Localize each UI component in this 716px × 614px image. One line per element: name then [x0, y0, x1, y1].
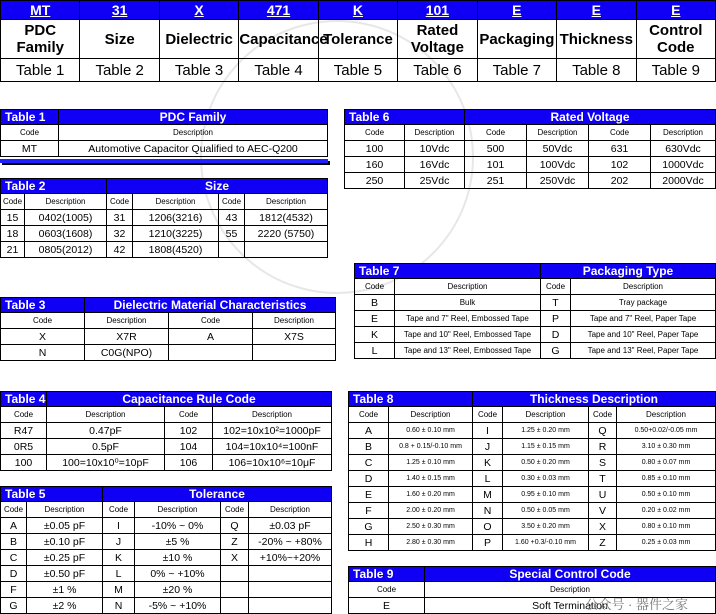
description-cell: ±1 % — [27, 582, 103, 598]
col-header-description: Description — [27, 502, 103, 518]
col-header-description: Description — [651, 125, 716, 141]
code-cell: P — [541, 311, 571, 327]
table5-label: Table 5 — [1, 487, 103, 502]
description-cell: 1.25 ± 0.20 mm — [503, 423, 589, 439]
code-cell: Z — [221, 534, 249, 550]
code-cell: 106 — [165, 455, 213, 471]
description-cell: Tape and 10" Reel, Embossed Tape — [395, 327, 541, 343]
col-header-code: Code — [355, 279, 395, 295]
description-cell: 0603(1608) — [25, 226, 107, 242]
col-header-description: Description — [47, 407, 165, 423]
code-cell: G — [541, 343, 571, 359]
code-cell: N — [1, 345, 85, 361]
table-row — [1, 242, 328, 258]
pn-ref-6: Table 6 — [398, 59, 477, 82]
code-cell: C — [349, 455, 389, 471]
col-header-description: Description — [135, 502, 221, 518]
code-cell: 631 — [589, 141, 651, 157]
wechat-watermark: 公众号 · 器件之家 — [585, 597, 688, 612]
pn-code-size: 31 — [80, 1, 159, 20]
code-cell: A — [349, 423, 389, 439]
col-header-code: Code — [165, 407, 213, 423]
code-cell: Q — [589, 423, 617, 439]
table-row — [349, 503, 716, 519]
code-cell: J — [473, 439, 503, 455]
code-cell: D — [541, 327, 571, 343]
description-cell: 1206(3216) — [133, 210, 219, 226]
code-cell: 500 — [465, 141, 527, 157]
description-cell: 1.40 ± 0.15 mm — [389, 471, 473, 487]
description-cell — [253, 345, 336, 361]
description-cell: 102=10x10²=1000pF — [213, 423, 332, 439]
description-cell: ±10 % — [135, 550, 221, 566]
code-cell: O — [473, 519, 503, 535]
col-header-code: Code — [1, 125, 59, 141]
pn-name-dielectric: Dielectric — [159, 20, 238, 59]
table-row — [349, 439, 716, 455]
code-cell: 42 — [107, 242, 133, 258]
description-cell: 250Vdc — [527, 173, 589, 189]
code-cell: I — [473, 423, 503, 439]
description-cell: Tray package — [571, 295, 716, 311]
description-cell: ±0.10 pF — [27, 534, 103, 550]
description-cell: -20% ~ +80% — [249, 534, 332, 550]
description-cell: 630Vdc — [651, 141, 716, 157]
table-row — [1, 210, 328, 226]
table6-title: Rated Voltage — [465, 110, 716, 125]
code-cell: I — [103, 518, 135, 534]
description-cell: 1210(3225) — [133, 226, 219, 242]
code-cell: 55 — [219, 226, 245, 242]
table-row — [1, 329, 336, 345]
table-row — [355, 343, 716, 359]
code-cell: D — [349, 471, 389, 487]
table-row — [355, 327, 716, 343]
col-header-code: Code — [1, 313, 85, 329]
pn-ref-5: Table 5 — [318, 59, 397, 82]
description-cell: 0.20 ± 0.02 mm — [617, 503, 716, 519]
description-cell: 10Vdc — [405, 141, 465, 157]
table-row — [1, 550, 332, 566]
table7-packaging — [354, 263, 716, 359]
code-cell: 100 — [345, 141, 405, 157]
description-cell: 0.80 ± 0.07 mm — [617, 455, 716, 471]
col-header-code: Code — [349, 407, 389, 423]
code-cell: 43 — [219, 210, 245, 226]
pn-name-family: PDC Family — [1, 20, 80, 59]
col-header-code: Code — [473, 407, 503, 423]
description-cell: ±5 % — [135, 534, 221, 550]
col-header-code: Code — [589, 407, 617, 423]
table1-title: PDC Family — [59, 110, 328, 125]
description-cell: 0.47pF — [47, 423, 165, 439]
code-cell: 21 — [1, 242, 25, 258]
code-cell: Q — [221, 518, 249, 534]
col-header-code: Code — [349, 582, 425, 598]
code-cell: 100 — [1, 455, 47, 471]
col-header-description: Description — [133, 194, 219, 210]
table4-title: Capacitance Rule Code — [47, 392, 332, 407]
col-header-description: Description — [213, 407, 332, 423]
pn-code-thickness: E — [557, 1, 636, 20]
description-cell: C0G(NPO) — [85, 345, 169, 361]
description-cell — [249, 582, 332, 598]
table-row — [1, 423, 332, 439]
col-header-code: Code — [219, 194, 245, 210]
pn-ref-4: Table 4 — [239, 59, 318, 82]
table2-size — [0, 178, 328, 258]
code-cell: X — [1, 329, 85, 345]
table-row — [349, 487, 716, 503]
code-cell: 160 — [345, 157, 405, 173]
col-header-code: Code — [541, 279, 571, 295]
pn-name-thickness: Thickness — [557, 20, 636, 59]
description-cell: 2.00 ± 0.20 mm — [389, 503, 473, 519]
code-cell: F — [1, 582, 27, 598]
code-cell: G — [349, 519, 389, 535]
code-cell: J — [103, 534, 135, 550]
col-header-description: Description — [395, 279, 541, 295]
description-cell: 1000Vdc — [651, 157, 716, 173]
description-cell: 0.5pF — [47, 439, 165, 455]
table3-title: Dielectric Material Characteristics — [85, 298, 336, 313]
code-cell — [221, 582, 249, 598]
description-cell: 0.60 ± 0.10 mm — [389, 423, 473, 439]
code-cell: V — [589, 503, 617, 519]
description-cell: Bulk — [395, 295, 541, 311]
col-header-code: Code — [107, 194, 133, 210]
description-cell: 0805(2012) — [25, 242, 107, 258]
pn-code-capacitance: 471 — [239, 1, 318, 20]
col-header-description: Description — [25, 194, 107, 210]
pn-name-tolerance: Tolerance — [318, 20, 397, 59]
description-cell: -5% ~ +10% — [135, 598, 221, 614]
code-cell: E — [355, 311, 395, 327]
pn-code-dielectric: X — [159, 1, 238, 20]
description-cell: 0402(1005) — [25, 210, 107, 226]
description-cell: 0.85 ± 0.10 mm — [617, 471, 716, 487]
description-cell: 1.60 ± 0.20 mm — [389, 487, 473, 503]
description-cell: 1.25 ± 0.10 mm — [389, 455, 473, 471]
table-row — [1, 598, 332, 614]
code-cell: B — [355, 295, 395, 311]
table-row — [345, 141, 716, 157]
code-cell — [169, 345, 253, 361]
table2-label: Table 2 — [1, 179, 107, 194]
table-row — [1, 566, 332, 582]
table3-dielectric — [0, 297, 336, 361]
description-cell: 2.80 ± 0.30 mm — [389, 535, 473, 551]
code-cell: B — [349, 439, 389, 455]
code-cell: N — [103, 598, 135, 614]
table3-label: Table 3 — [1, 298, 85, 313]
description-cell: Tape and 7" Reel, Paper Tape — [571, 311, 716, 327]
table4-label: Table 4 — [1, 392, 47, 407]
description-cell: X7R — [85, 329, 169, 345]
description-cell: 104=10x10⁴=100nF — [213, 439, 332, 455]
description-cell: 3.50 ± 0.20 mm — [503, 519, 589, 535]
col-header-description: Description — [245, 194, 328, 210]
code-cell: 102 — [589, 157, 651, 173]
table5-title: Tolerance — [103, 487, 332, 502]
description-cell: 0.80 ± 0.10 mm — [617, 519, 716, 535]
description-cell: 100Vdc — [527, 157, 589, 173]
code-cell: M — [473, 487, 503, 503]
pn-ref-1: Table 1 — [1, 59, 80, 82]
table8-thickness — [348, 391, 716, 551]
description-cell: 1812(4532) — [245, 210, 328, 226]
col-header-code: Code — [221, 502, 249, 518]
col-header-description: Description — [571, 279, 716, 295]
description-cell: 0.50+0.02/-0.05 mm — [617, 423, 716, 439]
description-cell — [249, 598, 332, 614]
code-cell: P — [473, 535, 503, 551]
code-cell: R — [589, 439, 617, 455]
table-row — [345, 173, 716, 189]
code-cell: L — [355, 343, 395, 359]
description-cell: 1808(4520) — [133, 242, 219, 258]
description-cell — [245, 242, 328, 258]
description-cell: -10% ~ 0% — [135, 518, 221, 534]
description-cell: ±2 % — [27, 598, 103, 614]
code-cell: G — [1, 598, 27, 614]
code-cell — [219, 242, 245, 258]
description-cell: 0.30 ± 0.03 mm — [503, 471, 589, 487]
code-cell — [221, 598, 249, 614]
code-cell: K — [355, 327, 395, 343]
table-row — [1, 226, 328, 242]
pn-name-size: Size — [80, 20, 159, 59]
description-cell: Tape and 10" Reel, Paper Tape — [571, 327, 716, 343]
col-header-description: Description — [405, 125, 465, 141]
description-cell: Tape and 7" Reel, Embossed Tape — [395, 311, 541, 327]
table-row — [349, 519, 716, 535]
table7-label: Table 7 — [355, 264, 541, 279]
code-cell: 250 — [345, 173, 405, 189]
table2-title: Size — [107, 179, 328, 194]
description-cell: 0.50 ± 0.05 mm — [503, 503, 589, 519]
description-cell: ±0.50 pF — [27, 566, 103, 582]
description-cell: X7S — [253, 329, 336, 345]
description-cell: 0.50 ± 0.20 mm — [503, 455, 589, 471]
description-cell: ±0.25 pF — [27, 550, 103, 566]
code-cell: 32 — [107, 226, 133, 242]
table-row — [355, 311, 716, 327]
description-cell: 50Vdc — [527, 141, 589, 157]
code-cell: T — [589, 471, 617, 487]
table1-pdc-family — [0, 109, 328, 157]
code-cell: L — [473, 471, 503, 487]
table-row — [1, 345, 336, 361]
code-cell: A — [169, 329, 253, 345]
pn-ref-8: Table 8 — [557, 59, 636, 82]
code-cell: 251 — [465, 173, 527, 189]
description-cell: 1.60 +0.3/-0.10 mm — [503, 535, 589, 551]
table1-label: Table 1 — [1, 110, 59, 125]
code-cell: S — [589, 455, 617, 471]
table1-underline — [0, 159, 328, 163]
table-row — [349, 471, 716, 487]
pn-code-tolerance: K — [318, 1, 397, 20]
pn-code-packaging: E — [477, 1, 556, 20]
col-header-code: Code — [1, 194, 25, 210]
table4-capacitance — [0, 391, 332, 471]
description-cell: 2.50 ± 0.30 mm — [389, 519, 473, 535]
table8-label: Table 8 — [349, 392, 473, 407]
col-header-code: Code — [589, 125, 651, 141]
col-header-code: Code — [465, 125, 527, 141]
code-cell: X — [589, 519, 617, 535]
pn-ref-2: Table 2 — [80, 59, 159, 82]
col-header-description: Description — [617, 407, 716, 423]
col-header-description: Description — [59, 125, 328, 141]
col-header-code: Code — [103, 502, 135, 518]
description-cell: +10%~+20% — [249, 550, 332, 566]
description-cell: 2000Vdc — [651, 173, 716, 189]
table-row — [1, 582, 332, 598]
code-cell: 0R5 — [1, 439, 47, 455]
description-cell: 1.15 ± 0.15 mm — [503, 439, 589, 455]
table-row — [349, 535, 716, 551]
description-cell: Tape and 13" Reel, Paper Tape — [571, 343, 716, 359]
table-row — [1, 455, 332, 471]
part-number-breakdown — [0, 0, 716, 82]
table7-title: Packaging Type — [541, 264, 716, 279]
pn-ref-9: Table 9 — [636, 59, 716, 82]
description-cell: ±0.05 pF — [27, 518, 103, 534]
description-cell: 100=10x10⁰=10pF — [47, 455, 165, 471]
pn-name-packaging: Packaging — [477, 20, 556, 59]
col-header-description: Description — [503, 407, 589, 423]
table-row — [345, 157, 716, 173]
code-cell: M — [103, 582, 135, 598]
description-cell: 25Vdc — [405, 173, 465, 189]
table9-label: Table 9 — [349, 567, 425, 582]
description-cell — [249, 566, 332, 582]
code-cell: 18 — [1, 226, 25, 242]
description-cell: 0.50 ± 0.10 mm — [617, 487, 716, 503]
col-header-description: Description — [389, 407, 473, 423]
code-cell: U — [589, 487, 617, 503]
pn-ref-7: Table 7 — [477, 59, 556, 82]
code-cell: D — [1, 566, 27, 582]
description-cell: 0.95 ± 0.10 mm — [503, 487, 589, 503]
table5-tolerance — [0, 486, 332, 614]
pn-name-voltage: Rated Voltage — [398, 20, 477, 59]
col-header-description: Description — [85, 313, 169, 329]
code-cell: 102 — [165, 423, 213, 439]
description-cell: 0.8 + 0.15/-0.10 mm — [389, 439, 473, 455]
code-cell: 202 — [589, 173, 651, 189]
col-header-description: Description — [253, 313, 336, 329]
description-cell: 106=10x10⁶=10μF — [213, 455, 332, 471]
description-cell: 0.25 ± 0.03 mm — [617, 535, 716, 551]
code-cell: R47 — [1, 423, 47, 439]
pn-ref-3: Table 3 — [159, 59, 238, 82]
col-header-code: Code — [1, 407, 47, 423]
code-cell: L — [103, 566, 135, 582]
description-cell: Tape and 13" Reel, Embossed Tape — [395, 343, 541, 359]
col-header-description: Description — [527, 125, 589, 141]
pn-code-voltage: 101 — [398, 1, 477, 20]
code-cell: H — [349, 535, 389, 551]
table-row — [349, 455, 716, 471]
col-header-description: Description — [249, 502, 332, 518]
code-cell: Z — [589, 535, 617, 551]
pn-name-control: Control Code — [636, 20, 716, 59]
code-cell — [221, 566, 249, 582]
description-cell: ±20 % — [135, 582, 221, 598]
pn-code-control: E — [636, 1, 716, 20]
description-cell: ±0.03 pF — [249, 518, 332, 534]
code-cell: K — [103, 550, 135, 566]
col-header-code: Code — [345, 125, 405, 141]
code-cell: 101 — [465, 157, 527, 173]
code-cell: K — [473, 455, 503, 471]
col-header-code: Code — [1, 502, 27, 518]
col-header-description: Description — [425, 582, 716, 598]
col-header-code: Code — [169, 313, 253, 329]
table8-title: Thickness Description — [473, 392, 716, 407]
code-cell: 15 — [1, 210, 25, 226]
description-cell: 2220 (5750) — [245, 226, 328, 242]
pn-code-family: MT — [1, 1, 80, 20]
table1-cell: Automotive Capacitor Qualified to AEC-Q200 — [59, 141, 328, 157]
code-cell: 104 — [165, 439, 213, 455]
description-cell: Soft Termination — [425, 598, 716, 614]
code-cell: F — [349, 503, 389, 519]
table-row — [1, 518, 332, 534]
table6-label: Table 6 — [345, 110, 465, 125]
table6-rated-voltage — [344, 109, 716, 189]
table-row — [349, 423, 716, 439]
pn-name-capacitance: Capacitance — [239, 20, 318, 59]
code-cell: B — [1, 534, 27, 550]
table-row — [355, 295, 716, 311]
table1-cell: MT — [1, 141, 59, 157]
table9-title: Special Control Code — [425, 567, 716, 582]
code-cell: N — [473, 503, 503, 519]
table-row — [1, 439, 332, 455]
code-cell: E — [349, 598, 425, 614]
code-cell: C — [1, 550, 27, 566]
description-cell: 16Vdc — [405, 157, 465, 173]
description-cell: 0% ~ +10% — [135, 566, 221, 582]
code-cell: X — [221, 550, 249, 566]
table-row — [1, 534, 332, 550]
code-cell: T — [541, 295, 571, 311]
code-cell: A — [1, 518, 27, 534]
description-cell: 3.10 ± 0.30 mm — [617, 439, 716, 455]
code-cell: E — [349, 487, 389, 503]
code-cell: 31 — [107, 210, 133, 226]
